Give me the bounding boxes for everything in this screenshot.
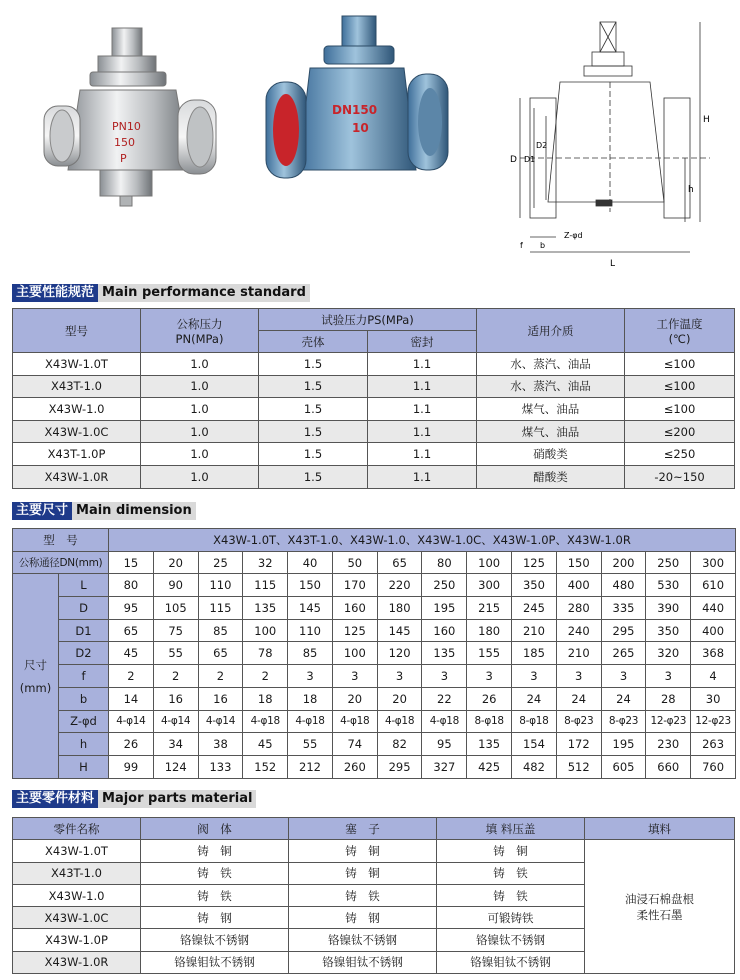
dim-value: 4 bbox=[691, 665, 736, 688]
dim-value: 295 bbox=[601, 619, 646, 642]
mat-cell-body: 铬镍钛不锈钢 bbox=[141, 929, 289, 951]
dim-value: 16 bbox=[153, 687, 198, 710]
dim-value: 115 bbox=[243, 574, 288, 597]
photo1-marking-line1: PN10 bbox=[112, 120, 141, 133]
dim-value: 212 bbox=[288, 755, 333, 778]
dim-value: 100 bbox=[332, 642, 377, 665]
dim-value: 85 bbox=[198, 619, 243, 642]
dim-value: 400 bbox=[556, 574, 601, 597]
drawing-label-D2: D2 bbox=[536, 141, 548, 150]
dim-value: 55 bbox=[153, 642, 198, 665]
perf-cell-medium: 煤气、油品 bbox=[477, 398, 625, 421]
dim-value: 4-φ14 bbox=[198, 710, 243, 733]
dim-dn-value: 25 bbox=[198, 551, 243, 574]
dim-value: 78 bbox=[243, 642, 288, 665]
dim-value: 160 bbox=[332, 597, 377, 620]
dim-value: 145 bbox=[377, 619, 422, 642]
dim-value: 4-φ14 bbox=[109, 710, 154, 733]
performance-table bbox=[12, 308, 735, 489]
table-row bbox=[13, 642, 736, 665]
table-row bbox=[13, 465, 735, 488]
dim-value: 8-φ23 bbox=[556, 710, 601, 733]
perf-section-title bbox=[12, 284, 310, 302]
table-row bbox=[13, 574, 736, 597]
dim-value: 115 bbox=[198, 597, 243, 620]
dim-value: 135 bbox=[422, 642, 467, 665]
dim-value: 65 bbox=[109, 619, 154, 642]
perf-cell-seal: 1.1 bbox=[368, 398, 477, 421]
dim-value: 22 bbox=[422, 687, 467, 710]
mat-cell-plug: 铸 铜 bbox=[289, 862, 437, 884]
stainless-plug-valve-photo bbox=[40, 20, 220, 220]
table-row bbox=[13, 375, 735, 398]
perf-cell-pn: 1.0 bbox=[141, 465, 259, 488]
dim-value: 3 bbox=[467, 665, 512, 688]
dim-value: 368 bbox=[691, 642, 736, 665]
mat-cell-gland: 铸 铁 bbox=[437, 884, 585, 906]
product-images-area bbox=[0, 0, 740, 278]
perf-cell-pn: 1.0 bbox=[141, 353, 259, 376]
table-row bbox=[13, 840, 735, 862]
dim-value: 215 bbox=[467, 597, 512, 620]
dim-dn-value: 65 bbox=[377, 551, 422, 574]
dim-value: 610 bbox=[691, 574, 736, 597]
mat-cell-part: X43W-1.0R bbox=[13, 951, 141, 973]
dim-value: 605 bbox=[601, 755, 646, 778]
dim-value: 100 bbox=[243, 619, 288, 642]
dim-value: 133 bbox=[198, 755, 243, 778]
dim-title-cn: 主要尺寸 bbox=[12, 502, 72, 520]
dim-value: 425 bbox=[467, 755, 512, 778]
dim-model-row bbox=[13, 529, 736, 552]
mat-cell-part: X43W-1.0P bbox=[13, 929, 141, 951]
perf-cell-temp: ≤100 bbox=[625, 398, 735, 421]
dim-dn-value: 40 bbox=[288, 551, 333, 574]
drawing-label-H: H bbox=[703, 115, 710, 125]
dim-value: 30 bbox=[691, 687, 736, 710]
dim-value: 8-φ18 bbox=[512, 710, 557, 733]
dim-value: 210 bbox=[512, 619, 557, 642]
mat-header-packing: 填料 bbox=[585, 818, 735, 840]
table-row bbox=[13, 398, 735, 421]
dim-body bbox=[13, 529, 736, 779]
perf-cell-temp: ≤100 bbox=[625, 353, 735, 376]
dim-value: 135 bbox=[467, 733, 512, 756]
mat-cell-plug: 铬镍钛不锈钢 bbox=[289, 929, 437, 951]
mat-cell-part: X43W-1.0T bbox=[13, 840, 141, 862]
drawing-label-Z: Z-φd bbox=[564, 231, 583, 240]
dim-value: 245 bbox=[512, 597, 557, 620]
table-row bbox=[13, 710, 736, 733]
dim-value: 180 bbox=[377, 597, 422, 620]
dim-value: 300 bbox=[467, 574, 512, 597]
perf-cell-shell: 1.5 bbox=[259, 375, 368, 398]
dim-value: 3 bbox=[601, 665, 646, 688]
mat-body bbox=[13, 818, 735, 974]
mat-header-part: 零件名称 bbox=[13, 818, 141, 840]
photo2-marking-line1: DN150 bbox=[332, 103, 378, 117]
mat-cell-plug: 铬镍钼钛不锈钢 bbox=[289, 951, 437, 973]
perf-header-temp: 工作温度 (℃) bbox=[625, 309, 735, 353]
drawing-label-b: b bbox=[540, 241, 546, 250]
perf-cell-medium: 醋酸类 bbox=[477, 465, 625, 488]
perf-cell-pn: 1.0 bbox=[141, 420, 259, 443]
dim-value: 512 bbox=[556, 755, 601, 778]
dim-value: 34 bbox=[153, 733, 198, 756]
dim-row-label: h bbox=[59, 733, 109, 756]
dim-value: 65 bbox=[198, 642, 243, 665]
dim-value: 14 bbox=[109, 687, 154, 710]
dim-value: 280 bbox=[556, 597, 601, 620]
dim-value: 220 bbox=[377, 574, 422, 597]
dim-value: 240 bbox=[556, 619, 601, 642]
dim-value: 195 bbox=[422, 597, 467, 620]
dim-value: 180 bbox=[467, 619, 512, 642]
mat-cell-body: 铸 钢 bbox=[141, 907, 289, 929]
perf-header-medium: 适用介质 bbox=[477, 309, 625, 353]
drawing-label-D: D bbox=[510, 155, 517, 165]
dim-value: 85 bbox=[288, 642, 333, 665]
dim-value: 110 bbox=[198, 574, 243, 597]
perf-cell-medium: 硝酸类 bbox=[477, 443, 625, 466]
mat-cell-body: 铸 铜 bbox=[141, 840, 289, 862]
dim-row-label: b bbox=[59, 687, 109, 710]
perf-body bbox=[13, 353, 735, 489]
dim-value: 195 bbox=[601, 733, 646, 756]
dim-value: 95 bbox=[109, 597, 154, 620]
table-row bbox=[13, 733, 736, 756]
dim-value: 74 bbox=[332, 733, 377, 756]
mat-cell-plug: 铸 铜 bbox=[289, 840, 437, 862]
dim-value: 160 bbox=[422, 619, 467, 642]
perf-cell-seal: 1.1 bbox=[368, 420, 477, 443]
mat-cell-gland: 铬镍钼钛不锈钢 bbox=[437, 951, 585, 973]
perf-cell-temp: -20~150 bbox=[625, 465, 735, 488]
dim-row-label: D bbox=[59, 597, 109, 620]
dim-value: 8-φ23 bbox=[601, 710, 646, 733]
perf-cell-temp: ≤200 bbox=[625, 420, 735, 443]
dim-value: 2 bbox=[243, 665, 288, 688]
dim-value: 154 bbox=[512, 733, 557, 756]
perf-cell-seal: 1.1 bbox=[368, 375, 477, 398]
dim-value: 320 bbox=[646, 642, 691, 665]
dim-value: 105 bbox=[153, 597, 198, 620]
dim-value: 26 bbox=[109, 733, 154, 756]
dim-dn-value: 125 bbox=[512, 551, 557, 574]
mat-cell-part: X43W-1.0 bbox=[13, 884, 141, 906]
perf-cell-medium: 水、蒸汽、油品 bbox=[477, 375, 625, 398]
drawing-label-D1: D1 bbox=[524, 155, 536, 164]
perf-cell-model: X43W-1.0T bbox=[13, 353, 141, 376]
perf-cell-shell: 1.5 bbox=[259, 443, 368, 466]
perf-cell-seal: 1.1 bbox=[368, 465, 477, 488]
dim-value: 145 bbox=[288, 597, 333, 620]
dim-value: 3 bbox=[556, 665, 601, 688]
dim-value: 75 bbox=[153, 619, 198, 642]
mat-title-cn: 主要零件材料 bbox=[12, 790, 98, 808]
dim-value: 172 bbox=[556, 733, 601, 756]
dim-value: 2 bbox=[109, 665, 154, 688]
perf-header-test: 试验压力PS(MPa) bbox=[259, 309, 477, 331]
dim-dn-value: 20 bbox=[153, 551, 198, 574]
dim-value: 82 bbox=[377, 733, 422, 756]
dim-value: 760 bbox=[691, 755, 736, 778]
dim-value: 18 bbox=[288, 687, 333, 710]
dim-value: 45 bbox=[109, 642, 154, 665]
perf-cell-shell: 1.5 bbox=[259, 465, 368, 488]
dim-dn-value: 100 bbox=[467, 551, 512, 574]
dim-value: 18 bbox=[243, 687, 288, 710]
mat-packing-value: 油浸石棉盘根 柔性石墨 bbox=[585, 840, 735, 974]
dim-value: 20 bbox=[377, 687, 422, 710]
dim-value: 99 bbox=[109, 755, 154, 778]
dim-model-list: X43W-1.0T、X43T-1.0、X43W-1.0、X43W-1.0C、X43W-1.0P、X43W-1.0R bbox=[109, 529, 736, 552]
perf-cell-model: X43W-1.0C bbox=[13, 420, 141, 443]
dim-value: 3 bbox=[332, 665, 377, 688]
dim-value: 480 bbox=[601, 574, 646, 597]
dim-value: 24 bbox=[556, 687, 601, 710]
dim-value: 3 bbox=[377, 665, 422, 688]
dim-value: 2 bbox=[198, 665, 243, 688]
dim-value: 8-φ18 bbox=[467, 710, 512, 733]
dim-value: 28 bbox=[646, 687, 691, 710]
dim-row-label: H bbox=[59, 755, 109, 778]
dim-dn-row bbox=[13, 551, 736, 574]
dim-value: 4-φ14 bbox=[153, 710, 198, 733]
table-row bbox=[13, 665, 736, 688]
mat-cell-part: X43W-1.0C bbox=[13, 907, 141, 929]
dim-value: 120 bbox=[377, 642, 422, 665]
perf-header-seal: 密封 bbox=[368, 331, 477, 353]
perf-title-en: Main performance standard bbox=[98, 284, 310, 302]
dim-dn-label: 公称通径DN(mm) bbox=[13, 551, 109, 574]
mat-cell-body: 铸 铁 bbox=[141, 884, 289, 906]
drawing-label-f: f bbox=[520, 241, 523, 250]
mat-cell-gland: 可锻铸铁 bbox=[437, 907, 585, 929]
mat-cell-part: X43T-1.0 bbox=[13, 862, 141, 884]
dim-value: 4-φ18 bbox=[422, 710, 467, 733]
table-row bbox=[13, 443, 735, 466]
table-row bbox=[13, 420, 735, 443]
table-row bbox=[13, 353, 735, 376]
dim-value: 110 bbox=[288, 619, 333, 642]
dim-value: 185 bbox=[512, 642, 557, 665]
dim-dn-value: 300 bbox=[691, 551, 736, 574]
mat-section-title bbox=[12, 790, 256, 808]
dim-value: 4-φ18 bbox=[377, 710, 422, 733]
perf-cell-pn: 1.0 bbox=[141, 443, 259, 466]
perf-title-cn: 主要性能规范 bbox=[12, 284, 98, 302]
dim-value: 90 bbox=[153, 574, 198, 597]
dim-dn-value: 200 bbox=[601, 551, 646, 574]
dim-value: 45 bbox=[243, 733, 288, 756]
dim-dn-value: 50 bbox=[332, 551, 377, 574]
photo1-marking-line3: P bbox=[120, 152, 127, 165]
dim-value: 38 bbox=[198, 733, 243, 756]
dim-row-label: D1 bbox=[59, 619, 109, 642]
drawing-label-L: L bbox=[610, 259, 616, 269]
dim-value: 400 bbox=[691, 619, 736, 642]
perf-cell-temp: ≤250 bbox=[625, 443, 735, 466]
photo1-marking-line2: 150 bbox=[114, 136, 135, 149]
mat-cell-gland: 铸 铜 bbox=[437, 840, 585, 862]
material-table bbox=[12, 817, 735, 974]
dim-row-label: Z-φd bbox=[59, 710, 109, 733]
dim-value: 350 bbox=[646, 619, 691, 642]
mat-cell-gland: 铸 铁 bbox=[437, 862, 585, 884]
dim-value: 155 bbox=[467, 642, 512, 665]
dim-value: 390 bbox=[646, 597, 691, 620]
perf-cell-pn: 1.0 bbox=[141, 398, 259, 421]
mat-header-row bbox=[13, 818, 735, 840]
dim-value: 170 bbox=[332, 574, 377, 597]
dim-value: 12-φ23 bbox=[691, 710, 736, 733]
dim-dn-value: 15 bbox=[109, 551, 154, 574]
dim-value: 530 bbox=[646, 574, 691, 597]
dim-value: 260 bbox=[332, 755, 377, 778]
table-row bbox=[13, 687, 736, 710]
perf-cell-model: X43W-1.0 bbox=[13, 398, 141, 421]
dim-row-label: L bbox=[59, 574, 109, 597]
photo2-marking-line2: 10 bbox=[352, 121, 369, 135]
dim-value: 2 bbox=[153, 665, 198, 688]
dim-value: 125 bbox=[332, 619, 377, 642]
dim-row-label: f bbox=[59, 665, 109, 688]
dim-value: 3 bbox=[288, 665, 333, 688]
perf-cell-model: X43T-1.0P bbox=[13, 443, 141, 466]
dim-value: 3 bbox=[512, 665, 557, 688]
dim-value: 16 bbox=[198, 687, 243, 710]
mat-cell-body: 铬镍钼钛不锈钢 bbox=[141, 951, 289, 973]
dimension-table bbox=[12, 528, 736, 779]
dim-value: 150 bbox=[288, 574, 333, 597]
mat-header-plug: 塞 子 bbox=[289, 818, 437, 840]
dim-size-label bbox=[13, 574, 59, 778]
dim-value: 440 bbox=[691, 597, 736, 620]
mat-cell-body: 铸 铁 bbox=[141, 862, 289, 884]
dim-dn-value: 80 bbox=[422, 551, 467, 574]
dim-value: 230 bbox=[646, 733, 691, 756]
perf-cell-model: X43W-1.0R bbox=[13, 465, 141, 488]
cast-iron-plug-valve-photo bbox=[262, 10, 452, 210]
dim-value: 263 bbox=[691, 733, 736, 756]
dim-dn-value: 250 bbox=[646, 551, 691, 574]
perf-header-pn: 公称压力 PN(MPa) bbox=[141, 309, 259, 353]
table-row bbox=[13, 619, 736, 642]
dim-size-text: 尺寸 bbox=[24, 657, 47, 672]
perf-cell-temp: ≤100 bbox=[625, 375, 735, 398]
dim-value: 55 bbox=[288, 733, 333, 756]
perf-cell-shell: 1.5 bbox=[259, 420, 368, 443]
perf-header-shell: 壳体 bbox=[259, 331, 368, 353]
dim-value: 24 bbox=[512, 687, 557, 710]
dim-title-en: Main dimension bbox=[72, 502, 196, 520]
table-row bbox=[13, 755, 736, 778]
perf-cell-shell: 1.5 bbox=[259, 398, 368, 421]
dim-value: 135 bbox=[243, 597, 288, 620]
perf-cell-medium: 水、蒸汽、油品 bbox=[477, 353, 625, 376]
valve-dimension-drawing bbox=[500, 12, 730, 274]
dim-value: 3 bbox=[646, 665, 691, 688]
dim-value: 265 bbox=[601, 642, 646, 665]
dim-value: 24 bbox=[601, 687, 646, 710]
perf-cell-medium: 煤气、油品 bbox=[477, 420, 625, 443]
table-row bbox=[13, 597, 736, 620]
dim-value: 482 bbox=[512, 755, 557, 778]
dim-value: 20 bbox=[332, 687, 377, 710]
dim-value: 350 bbox=[512, 574, 557, 597]
dim-dn-value: 32 bbox=[243, 551, 288, 574]
dim-value: 12-φ23 bbox=[646, 710, 691, 733]
dim-unit-text: (mm) bbox=[19, 680, 52, 695]
mat-header-gland: 填 料压盖 bbox=[437, 818, 585, 840]
dim-value: 95 bbox=[422, 733, 467, 756]
dim-value: 4-φ18 bbox=[243, 710, 288, 733]
dim-value: 335 bbox=[601, 597, 646, 620]
dim-row-label: D2 bbox=[59, 642, 109, 665]
mat-cell-gland: 铬镍钛不锈钢 bbox=[437, 929, 585, 951]
dim-value: 250 bbox=[422, 574, 467, 597]
dim-value: 26 bbox=[467, 687, 512, 710]
dim-value: 210 bbox=[556, 642, 601, 665]
dim-model-label: 型 号 bbox=[13, 529, 109, 552]
mat-title-en: Major parts material bbox=[98, 790, 256, 808]
dim-value: 327 bbox=[422, 755, 467, 778]
perf-cell-seal: 1.1 bbox=[368, 353, 477, 376]
dim-value: 3 bbox=[422, 665, 467, 688]
mat-cell-plug: 铸 铁 bbox=[289, 884, 437, 906]
perf-cell-pn: 1.0 bbox=[141, 375, 259, 398]
dim-section-title bbox=[12, 502, 196, 520]
perf-cell-shell: 1.5 bbox=[259, 353, 368, 376]
dim-value: 295 bbox=[377, 755, 422, 778]
mat-header-body: 阀 体 bbox=[141, 818, 289, 840]
dim-dn-value: 150 bbox=[556, 551, 601, 574]
dim-value: 152 bbox=[243, 755, 288, 778]
mat-cell-plug: 铸 钢 bbox=[289, 907, 437, 929]
perf-header-model: 型号 bbox=[13, 309, 141, 353]
dim-value: 124 bbox=[153, 755, 198, 778]
perf-cell-seal: 1.1 bbox=[368, 443, 477, 466]
dim-value: 80 bbox=[109, 574, 154, 597]
drawing-label-h: h bbox=[688, 185, 694, 195]
perf-cell-model: X43T-1.0 bbox=[13, 375, 141, 398]
dim-value: 4-φ18 bbox=[332, 710, 377, 733]
dim-value: 4-φ18 bbox=[288, 710, 333, 733]
dim-value: 660 bbox=[646, 755, 691, 778]
